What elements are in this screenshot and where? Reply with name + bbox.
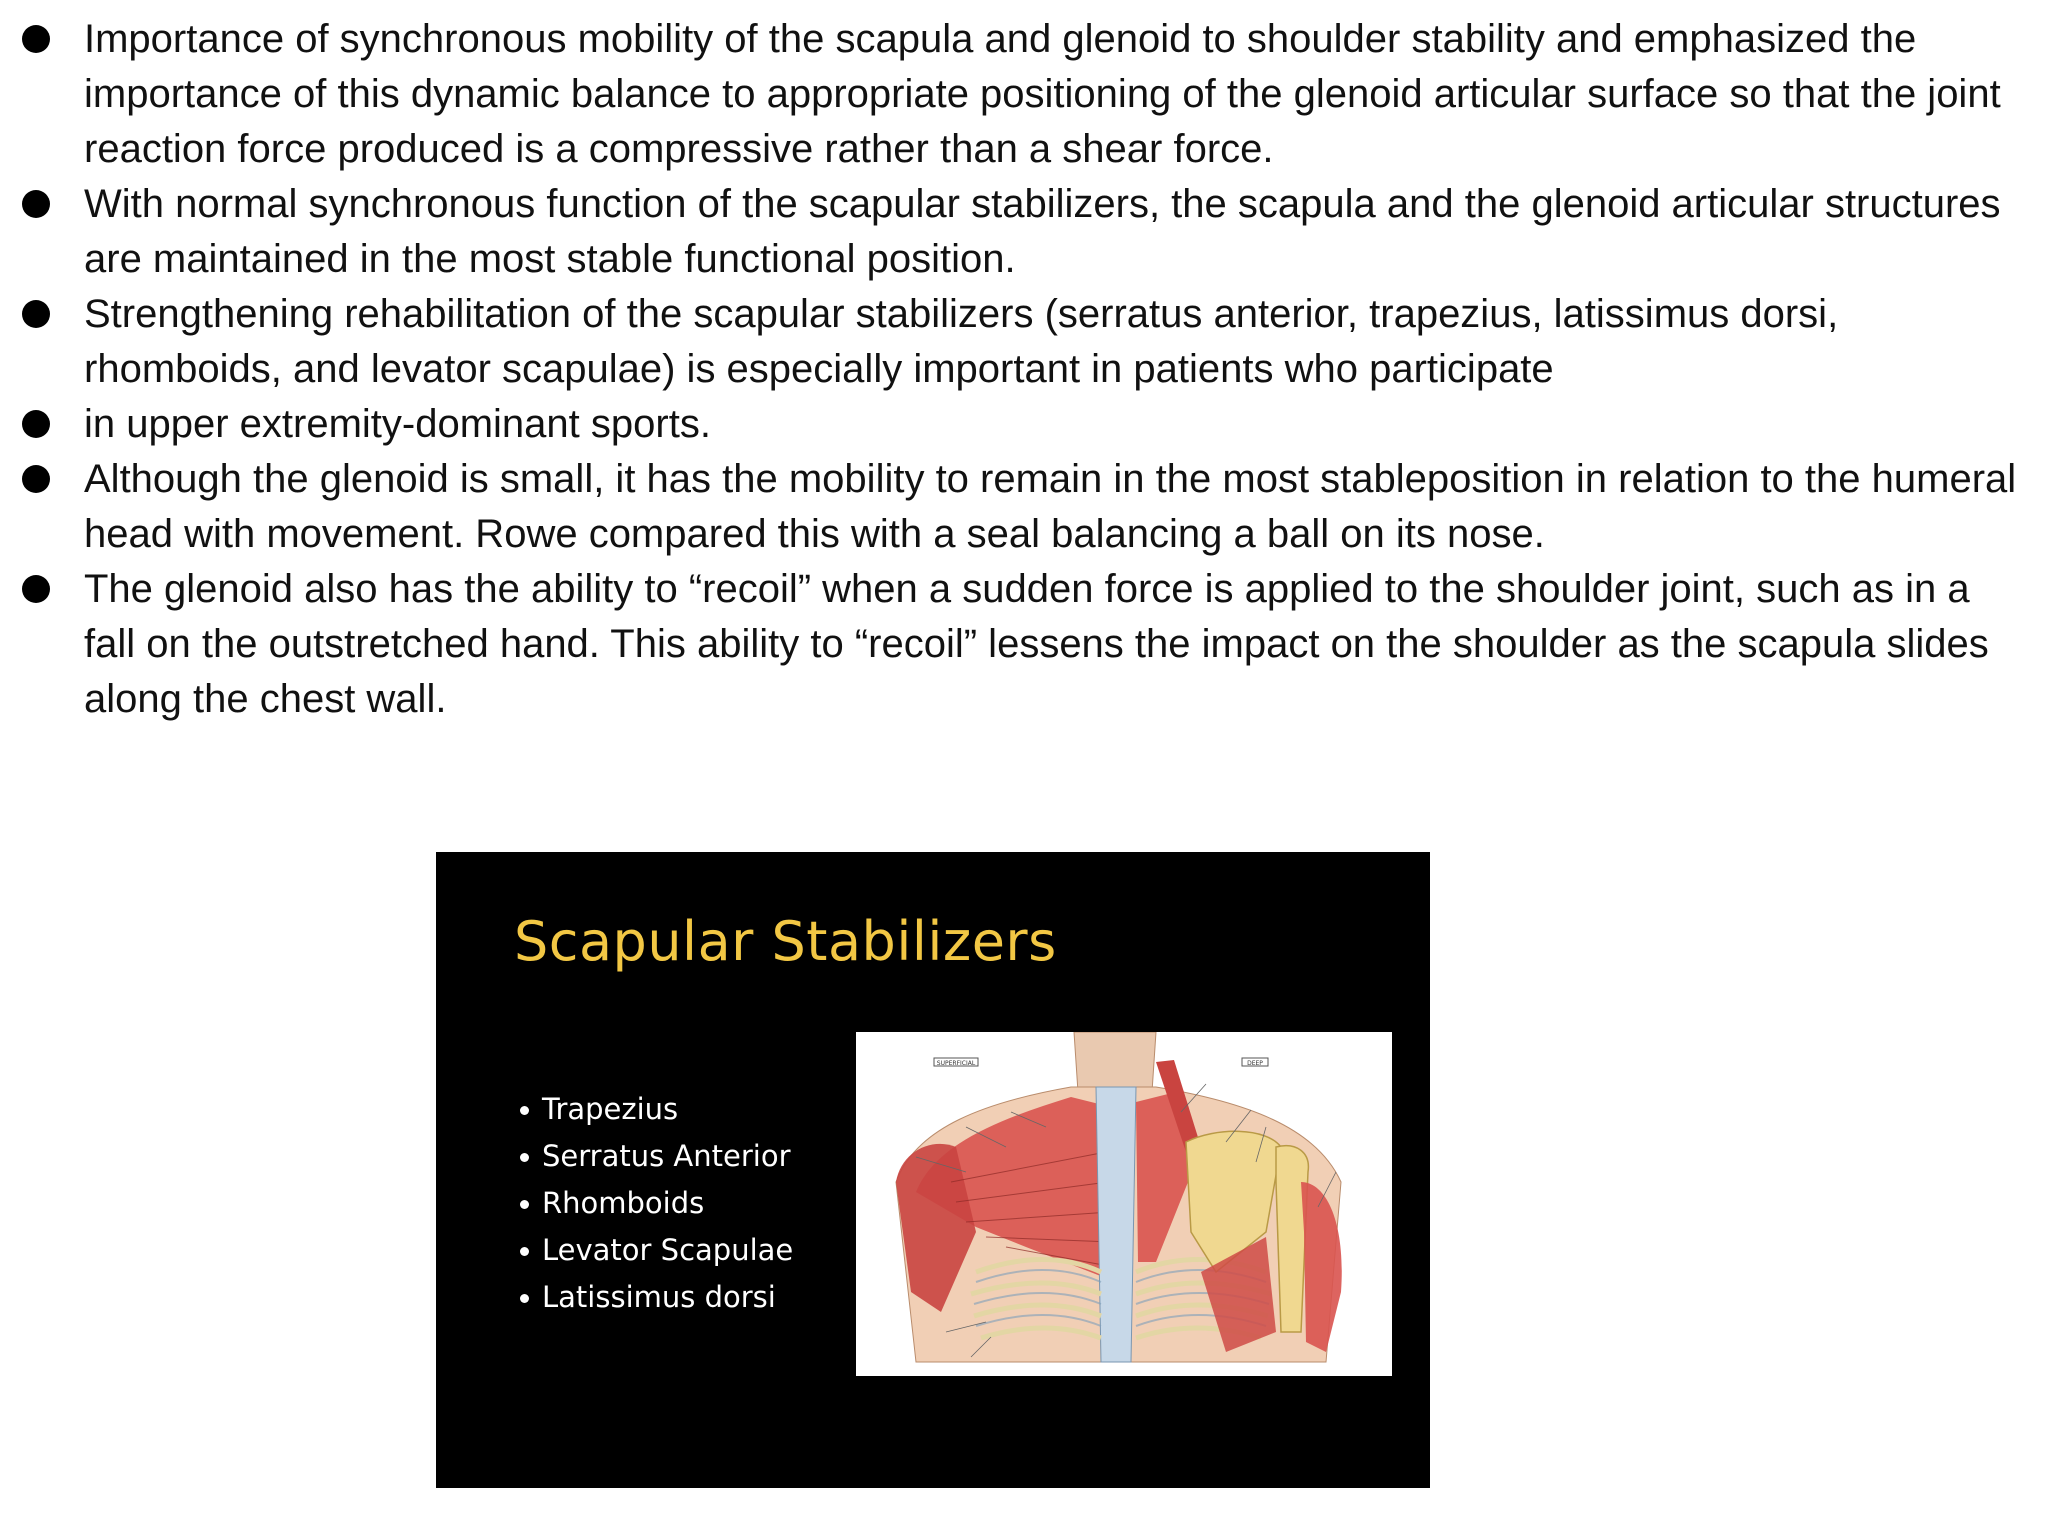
bullet-list — [18, 12, 2028, 727]
bullet-text: With normal synchronous function of the scapular stabilizers, the scapula and the glenoid articular structures are maintained in the most stable functional position. — [84, 182, 2001, 281]
slide-title: Scapular Stabilizers — [514, 910, 1057, 973]
anatomy-drawing — [856, 1032, 1392, 1376]
bullet-item — [18, 287, 2028, 397]
superficial-tag-label: SUPERFICIAL — [936, 1060, 976, 1067]
shoulder-muscle-illustration — [856, 1032, 1392, 1376]
slide-list-item: Levator Scapulae — [520, 1227, 793, 1274]
bullet-item — [18, 12, 2028, 177]
neck-shape — [1074, 1032, 1156, 1092]
slide-muscle-list — [520, 1086, 793, 1321]
bullet-dot — [22, 300, 50, 328]
bullet-text: Although the glenoid is small, it has the mobility to remain in the most stableposition in relation to the humeral head with movement. Rowe compared this with a seal balancing a ball on its nose. — [84, 457, 2017, 556]
slide-list-item: Rhomboids — [520, 1180, 793, 1227]
bullet-dot — [22, 575, 50, 603]
slide-list-item: Trapezius — [520, 1086, 793, 1133]
bullet-item — [18, 397, 2028, 452]
bullet-dot — [22, 190, 50, 218]
slide-list-item: Serratus Anterior — [520, 1133, 793, 1180]
bullet-dot — [22, 410, 50, 438]
bullet-text: in upper extremity-dominant sports. — [84, 402, 711, 446]
deep-tag-label: DEEP — [1247, 1060, 1263, 1067]
bullet-item — [18, 177, 2028, 287]
bullet-dot — [22, 465, 50, 493]
bullet-text: Strengthening rehabilitation of the scapular stabilizers (serratus anterior, trapezius, latissimus dorsi, rhomboids, and levator scapulae) is especially important in patients who participate — [84, 292, 1839, 391]
slide-list-item: Latissimus dorsi — [520, 1274, 793, 1321]
bullet-item — [18, 562, 2028, 727]
bullet-item — [18, 452, 2028, 562]
bullet-text: The glenoid also has the ability to “recoil” when a sudden force is applied to the shoulder joint, such as in a fall on the outstretched hand. This ability to “recoil” lessens the impact on the shoulder as the scapula slides along the chest wall. — [84, 567, 1989, 721]
bullet-text: Importance of synchronous mobility of the scapula and glenoid to shoulder stability and emphasized the importance of this dynamic balance to appropriate positioning of the glenoid articular surface so that the joint reaction force produced is a compressive rather than a shear force. — [84, 17, 2001, 171]
bullet-dot — [22, 25, 50, 53]
spine-tendon — [1096, 1087, 1136, 1362]
embedded-slide-image — [436, 852, 1430, 1488]
